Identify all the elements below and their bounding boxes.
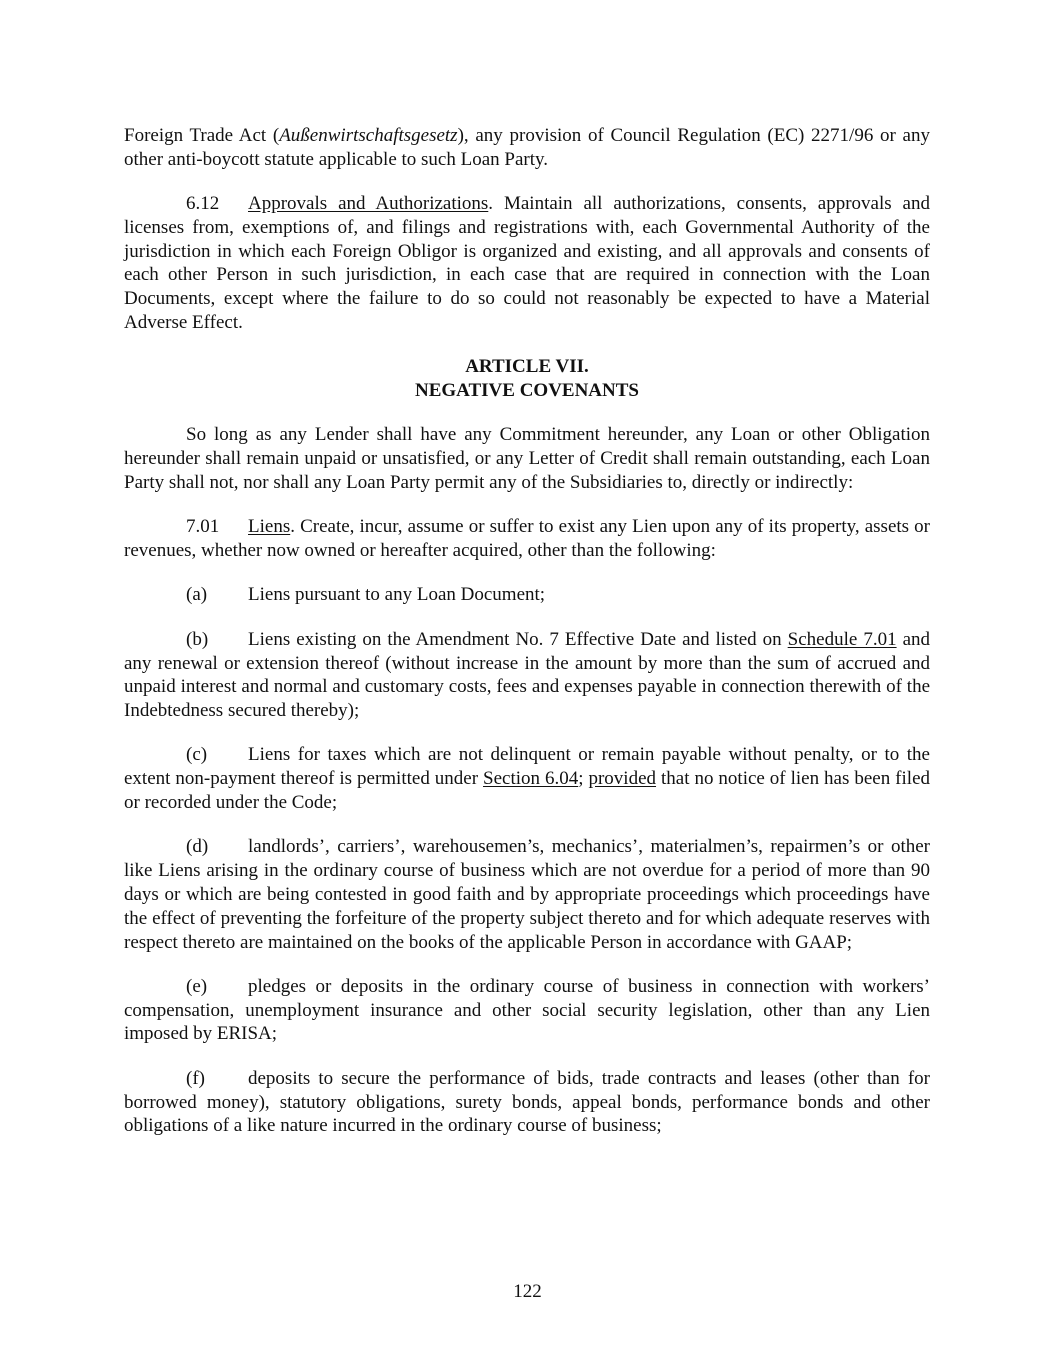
section-number: 6.12 <box>186 193 220 215</box>
article-preamble: So long as any Lender shall have any Commitment hereunder, any Loan or other Obligation hereunder shall remain unpaid or unsatisfied, or any Letter of Credit shall remain outstanding, each Loan Party shall not, nor shall any Loan Party permit any of the Subsidiaries to, directly or indirectly: <box>124 424 930 494</box>
clause-d: (d) landlords’, carriers’, warehousemen’s, mechanics’, materialmen’s, repairmen’s or other like Liens arising in the ordinary course of business which are not overdue for a period of more than 90 days or which are being contested in good faith and by appropriate proceedings which proceedings have the effect of preventing the forfeiture of the property subject thereto and for which adequate reserves with respect thereto are maintained on the books of the applicable Person in accordance with GAAP; <box>124 836 930 953</box>
clause-c: (c) Liens for taxes which are not delinquent or remain payable without penalty, or to the extent non-payment thereof is permitted under Section 6.04; provided that no notice of lien has been filed or recorded under the Code; <box>124 744 931 814</box>
section-title: Approvals and Authorizations <box>248 193 489 215</box>
clause-e: (e) pledges or deposits in the ordinary course of business in connection with workers’ compensation, unemployment insurance and other social security legislation, other than any Lien imposed by ERISA; <box>124 975 930 1045</box>
section-title: Liens <box>248 516 291 538</box>
page-number: 122 <box>513 1281 542 1302</box>
clause-label: (b) <box>186 628 209 650</box>
clause-label: (c) <box>186 744 208 766</box>
clause-label: (a) <box>186 584 208 606</box>
provided-term: provided <box>588 768 657 790</box>
article-number: ARTICLE VII. <box>465 356 589 378</box>
article-title: NEGATIVE COVENANTS <box>415 380 639 402</box>
clause-label: (f) <box>186 1067 205 1089</box>
foreign-trade-act-german-name: Außenwirtschaftsgesetz <box>279 125 458 146</box>
intro-paragraph: Foreign Trade Act (Außenwirtschaftsgesetz), any provision of Council Regulation (EC) 2271/96 or any other anti-boycott statute applicable to such Loan Party. <box>124 125 930 170</box>
schedule-reference: Schedule 7.01 <box>787 628 897 650</box>
section-6-12: 6.12 Approvals and Authorizations. Maintain all authorizations, consents, approvals and licenses from, exemptions of, and filings and registrations with, each Governmental Authority of the jurisdiction in which each Foreign Obligor is organized and existing, and all approvals and consents of each other Person in such jurisdiction, in each case that are required in connection with the Loan Documents, except where the failure to do so could not reasonably be expected to have a Material Adverse Effect. <box>124 193 930 334</box>
clause-label: (e) <box>186 975 208 997</box>
section-number: 7.01 <box>186 516 220 538</box>
clause-b: (b) Liens existing on the Amendment No. 7 Effective Date and listed on Schedule 7.01 and any renewal or extension thereof (without increase in the amount by more than the sum of accrued and unpaid interest and normal and customary costs, fees and expenses payable in connection therewith of the Indebtedness secured thereby); <box>124 628 931 722</box>
document-page <box>124 124 930 1159</box>
section-7-01: 7.01 Liens. Create, incur, assume or suffer to exist any Lien upon any of its property, assets or revenues, whether now owned or hereafter acquired, other than the following: <box>124 516 930 562</box>
article-heading <box>124 355 930 403</box>
clause-f: (f) deposits to secure the performance of bids, trade contracts and leases (other than for borrowed money), statutory obligations, surety bonds, appeal bonds, performance bonds and other obligations of a like nature incurred in the ordinary course of business; <box>124 1067 930 1137</box>
clause-a: (a) Liens pursuant to any Loan Document; <box>186 584 546 606</box>
clause-label: (d) <box>186 836 209 858</box>
section-reference: Section 6.04 <box>483 768 579 790</box>
